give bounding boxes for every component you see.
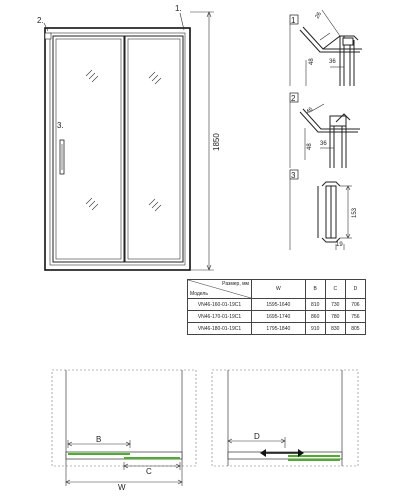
door-elevation [37,4,221,270]
detail-2-dim-36: 36 [320,141,327,147]
height-label: 1850 [212,133,221,151]
spec-col-D: D [345,280,365,299]
detail-3-dim-19: 19 [336,242,343,248]
table-row: VN46-160-01-19C1 1595-1640 810 730 706 [188,299,366,311]
callout-1: 1. [175,4,182,13]
plan-right [212,370,358,466]
spec-header-model: Модель [190,291,208,297]
detail-1-dim-36: 36 [329,59,336,65]
detail-2 [290,93,360,168]
spec-header-size: Размер, мм [222,281,249,287]
callout-3: 3. [57,121,64,130]
spec-col-C: C [325,280,345,299]
callout-2: 2. [37,16,44,25]
dim-D: D [254,432,260,441]
dim-C: C [146,467,152,476]
table-row: VN46-180-01-19C1 1795-1840 910 830 805 [188,323,366,335]
table-row: VN46-170-01-19C1 1695-1740 860 780 756 [188,311,366,323]
spec-col-W: W [252,280,306,299]
dim-B: B [96,435,102,444]
right-glass-panel [125,36,183,262]
dim-W: W [118,483,126,492]
plan-left [52,370,196,492]
detail-1 [290,10,362,86]
detail-2-number: 2 [291,94,296,103]
detail-1-dim-26: 26 [314,11,324,20]
detail-2-dim-46: 46 [305,106,315,116]
detail-2-dim-48: 48 [307,143,313,150]
spec-col-B: B [305,280,325,299]
detail-3-dim-153: 153 [352,207,358,218]
door-frame-outer [45,28,190,270]
door-frame-inner [50,33,185,265]
detail-1-dim-48: 48 [309,58,315,65]
spec-header-corner [188,280,252,299]
detail-3-number: 3 [291,171,296,180]
detail-3 [290,170,358,250]
height-dimension [190,12,214,270]
detail-1-number: 1 [291,16,296,25]
spec-table [187,279,366,335]
